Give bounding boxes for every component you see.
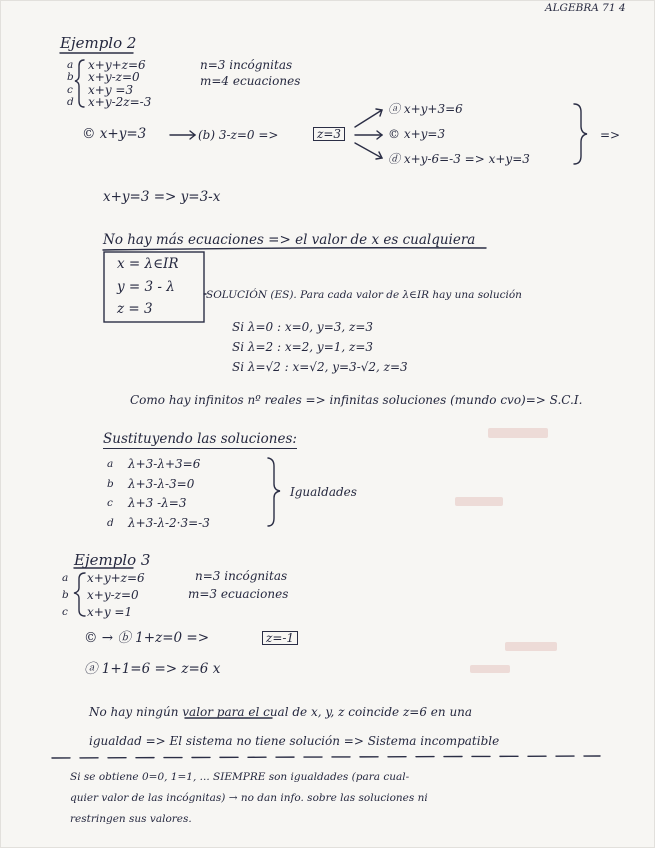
subst-label-a: a	[107, 458, 114, 470]
equation: x+y+z=6	[87, 571, 145, 585]
step-c: © x+y=3	[82, 126, 147, 142]
example-2-title: Ejemplo 2	[60, 34, 137, 52]
eq-label-b: b	[67, 71, 74, 83]
eq-label-c: c	[67, 84, 73, 96]
substituted-equation: λ+3-λ-3=0	[128, 477, 195, 491]
substituted-equation: λ+3-λ-2·3=-3	[128, 516, 210, 530]
example-3-title: Ejemplo 3	[74, 551, 151, 569]
incompatible-paragraph: igualdad => El sistema no tiene solución => Sistema incompatible	[89, 734, 500, 748]
z-result-box: z=3	[313, 127, 345, 141]
solution-caption: SOLUCIÓN (ES). Para cada valor de λ∈IR hay una solución	[206, 289, 522, 301]
page-header: ALGEBRA 71 4	[545, 2, 626, 14]
system-brace	[74, 573, 85, 616]
step-1: © → ⓑ 1+z=0 =>	[84, 630, 210, 646]
equation: x+y-2z=-3	[88, 95, 152, 109]
example-value-line: Si λ=0 : x=0, y=3, z=3	[232, 320, 374, 334]
eq-label-a: a	[67, 59, 74, 71]
equation: x+y+z=6	[88, 58, 146, 72]
equations-note: m=3 ecuaciones	[188, 587, 289, 601]
implies-arrow: =>	[600, 128, 621, 142]
branch-arrow	[355, 143, 382, 158]
igualdades-label: Igualdades	[290, 485, 357, 499]
equations-note: m=4 ecuaciones	[200, 74, 301, 88]
eq-label-b: b	[62, 589, 69, 601]
equation: x+y-z=0	[88, 70, 140, 84]
footnote-line: Si se obtiene 0=0, 1=1, ... SIEMPRE son igualdades (para cual-	[70, 771, 410, 783]
y-expression: x+y=3 => y=3-x	[103, 189, 221, 205]
igualdades-brace	[268, 458, 280, 526]
z-result-box: z=-1	[262, 631, 298, 645]
system-brace	[75, 60, 84, 107]
step-2: ⓐ 1+1=6 => z=6 x	[84, 661, 221, 677]
footnote-line: quier valor de las incógnitas) → no dan info. sobre las soluciones ni	[70, 792, 428, 804]
dashed-separator	[52, 756, 600, 758]
equation: x+y =3	[88, 83, 134, 97]
eq-label-d: d	[67, 96, 74, 108]
substitution-title: Sustituyendo las soluciones:	[103, 431, 297, 447]
no-value-paragraph: No hay ningún valor para el cual de x, y, z coincide z=6 en una	[89, 705, 473, 719]
substitution-a: ⓐ x+y+3=6	[388, 102, 463, 116]
solution-box	[104, 252, 204, 322]
example-value-line: Si λ=2 : x=2, y=1, z=3	[232, 340, 374, 354]
subst-label-c: c	[107, 497, 113, 509]
solution-x: x = λ∈IR	[117, 256, 179, 272]
group-brace	[574, 104, 587, 164]
eq-label-c: c	[62, 606, 68, 618]
unknowns-note: n=3 incógnitas	[200, 58, 293, 72]
footnote-line: restringen sus valores.	[70, 813, 192, 825]
no-more-equations: No hay más ecuaciones => el valor de x es cualquiera	[103, 232, 476, 248]
equation: x+y =1	[87, 605, 133, 619]
substituted-equation: λ+3 -λ=3	[128, 496, 187, 510]
unknowns-note: n=3 incógnitas	[195, 569, 288, 583]
example-value-line: Si λ=√2 : x=√2, y=3-√2, z=3	[232, 360, 408, 374]
eq-label-a: a	[62, 572, 69, 584]
substitution-c: © x+y=3	[388, 127, 446, 141]
equation: x+y-z=0	[87, 588, 139, 602]
solution-y: y = 3 - λ	[117, 279, 175, 295]
branch-arrow	[355, 110, 382, 127]
solution-z: z = 3	[117, 301, 153, 317]
subst-label-d: d	[107, 517, 114, 529]
conclusion-sci: Como hay infinitos nº reales => infinitas soluciones (mundo cvo)=> S.C.I.	[130, 393, 583, 407]
substitution-d: ⓓ x+y-6=-3 => x+y=3	[388, 152, 530, 166]
text-underline	[103, 248, 486, 250]
substituted-equation: λ+3-λ+3=6	[128, 457, 201, 471]
subst-label-b: b	[107, 478, 114, 490]
step-b: (b) 3-z=0 =>	[198, 128, 279, 142]
